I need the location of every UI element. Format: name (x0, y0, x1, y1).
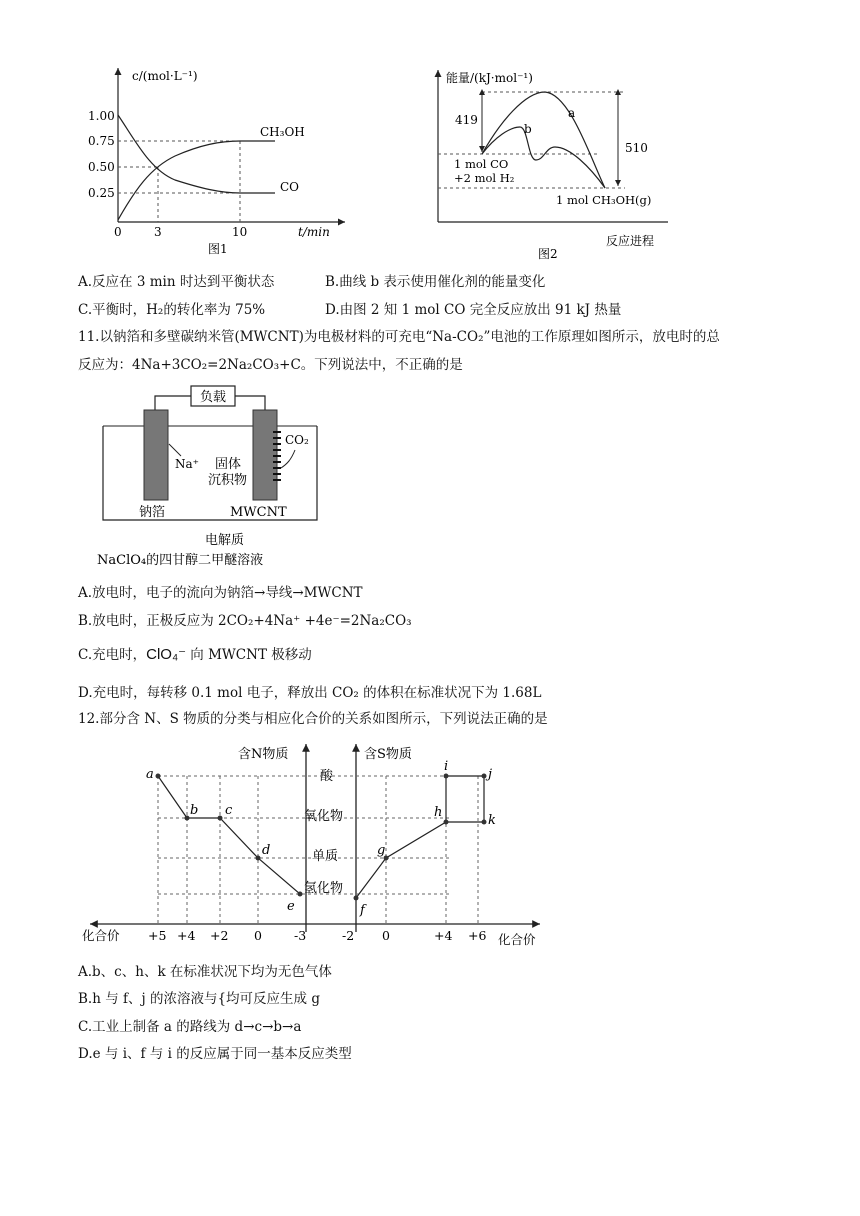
point-label-g: g (377, 843, 386, 858)
co-curve (118, 115, 275, 193)
n-tick-label: +2 (210, 928, 229, 943)
q12-option-c: C.工业上制备 a 的路线为 d→c→b→a (78, 1019, 302, 1035)
n-tick-label: +5 (148, 928, 167, 943)
s-path (356, 776, 484, 898)
na-ion-label: Na⁺ (175, 457, 199, 471)
valence-classification-diagram (80, 738, 550, 952)
load-label: 负载 (200, 390, 227, 405)
q11-option-a: A.放电时，电子的流向为钠箔→导线→MWCNT (78, 585, 363, 601)
point-label-c: c (225, 803, 233, 818)
point-label-i: i (444, 759, 449, 774)
perchlorate-ion: ClO₄⁻ (146, 646, 187, 663)
y-tick-label: 1.00 (88, 109, 115, 123)
ch3oh-curve (118, 141, 275, 220)
x-tick-label: 10 (232, 225, 248, 239)
wire (155, 396, 191, 410)
figure-1-concentration-chart (80, 60, 360, 260)
y-axis-label: c/(mol·L⁻¹) (132, 69, 198, 83)
q11-stem-line1: 11.以钠箔和多壁碳纳米管(MWCNT)为电极材料的可充电“Na-CO₂”电池的工作原理如图所示，放电时的总 (78, 329, 720, 345)
s-tick-label: 0 (382, 928, 390, 943)
reactant-label: +2 mol H₂ (454, 171, 515, 185)
axis-label-left: 化合价 (82, 928, 120, 943)
q12-option-b: B.h 与 f、j 的浓溶液与{均可反应生成 g (78, 991, 320, 1007)
q11-option-c-suffix: 向 MWCNT 极移动 (186, 647, 312, 663)
s-tick-label: -2 (342, 928, 355, 943)
x-axis-label: 反应进程 (606, 234, 655, 248)
point-label-a: a (146, 767, 154, 782)
point-label-d: d (262, 843, 271, 858)
category-element: 单质 (312, 849, 339, 864)
s-tick-label: +6 (468, 928, 487, 943)
electrolyte-label: 电解质 (205, 533, 245, 548)
q11-stem-line2: 反应为：4Na+3CO₂=2Na₂CO₃+C。下列说法中，不正确的是 (78, 357, 463, 373)
n-path (158, 776, 300, 894)
sodium-foil-label: 钠箔 (139, 505, 166, 520)
q12-option-a: A.b、c、h、k 在标准状况下均为无色气体 (78, 964, 332, 980)
wire (235, 396, 265, 410)
s-axis-title: 含S物质 (364, 747, 412, 762)
point-label-b: b (190, 803, 199, 818)
x-tick-label: 3 (154, 225, 162, 239)
solid-deposit-label: 沉积物 (208, 473, 248, 488)
point-label-e: e (287, 899, 295, 914)
na-ion-arrow (169, 444, 181, 456)
y-tick-label: 0.25 (88, 186, 115, 200)
n-tick-label: 0 (254, 928, 262, 943)
q11-option-b: B.放电时，正极反应为 2CO₂+4Na⁺ +4e⁻=2Na₂CO₃ (78, 613, 412, 629)
co2-label: CO₂ (285, 433, 309, 447)
figure-caption: 图2 (538, 247, 558, 261)
n-axis-title: 含N物质 (238, 747, 289, 762)
q11-option-d: D.充电时，每转移 0.1 mol 电子，释放出 CO₂ 的体积在标准状况下为 1.68L (78, 685, 542, 701)
point-label-j: j (488, 767, 493, 782)
q11-option-c (78, 646, 312, 664)
q10-option-b: B.曲线 b 表示使用催化剂的能量变化 (325, 274, 546, 290)
y-axis-label: 能量/(kJ·mol⁻¹) (446, 71, 533, 85)
q12-option-d: D.e 与 i、f 与 i 的反应属于同一基本反应类型 (78, 1046, 352, 1062)
axis-label-right: 化合价 (498, 932, 536, 947)
mwcnt-label: MWCNT (230, 505, 287, 520)
category-hydride: 氢化物 (304, 881, 344, 896)
value-label-419: 419 (455, 113, 478, 127)
point-label-h: h (434, 805, 443, 820)
solid-deposit-label: 固体 (215, 457, 242, 472)
q12-stem: 12.部分含 N、S 物质的分类与相应化合价的关系如图所示，下列说法正确的是 (78, 711, 548, 727)
n-tick-label: -3 (294, 928, 307, 943)
series-label-co: CO (280, 180, 300, 194)
category-oxide: 氧化物 (304, 809, 344, 824)
n-tick-label: +4 (177, 928, 196, 943)
point-label-k: k (488, 813, 496, 828)
y-tick-label: 0.50 (88, 160, 115, 174)
x-axis-label: t/min (298, 225, 330, 239)
co2-arrow (281, 450, 295, 468)
sodium-foil-electrode (144, 410, 168, 500)
product-label: 1 mol CH₃OH(g) (556, 193, 652, 207)
point-label-f: f (360, 903, 365, 918)
curve-label-a: a (568, 106, 576, 120)
electrolyte-solution-label: NaClO₄的四甘醇二甲醚溶液 (97, 553, 264, 568)
battery-diagram (95, 384, 335, 574)
curve-label-b: b (524, 122, 532, 136)
category-acid: 酸 (320, 769, 334, 784)
series-label-ch3oh: CH₃OH (260, 125, 305, 139)
s-tick-label: +4 (434, 928, 453, 943)
x-tick-label: 0 (114, 225, 122, 239)
reactant-label: 1 mol CO (454, 157, 509, 171)
q10-option-c: C.平衡时，H₂的转化率为 75% (78, 302, 266, 318)
y-tick-label: 0.75 (88, 134, 115, 148)
q11-option-c-prefix: C.充电时， (78, 647, 147, 663)
figure-caption: 图1 (208, 242, 228, 256)
value-label-510: 510 (625, 141, 648, 155)
q10-option-d: D.由图 2 知 1 mol CO 完全反应放出 91 kJ 热量 (325, 302, 622, 318)
figure-2-energy-diagram (420, 62, 680, 262)
q10-option-a: A.反应在 3 min 时达到平衡状态 (78, 274, 275, 290)
